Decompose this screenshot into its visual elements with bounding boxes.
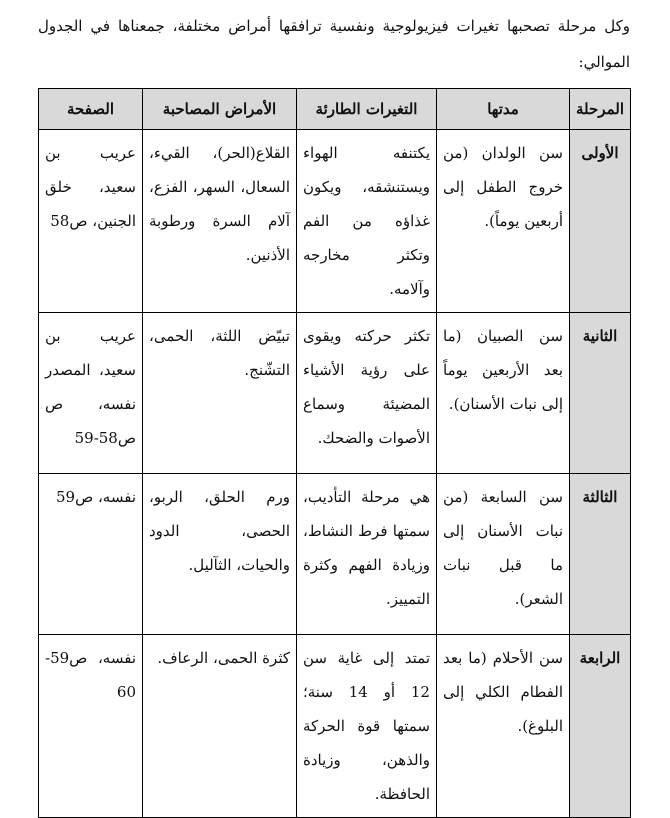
table-header-row [39, 89, 631, 130]
header-changes: التغيرات الطارئة [297, 89, 437, 130]
stage-cell: الأولى [570, 130, 631, 313]
diseases-cell: ورم الحلق، الربو، الحصى، الدود والحيات، الثآليل. [143, 474, 297, 635]
table-row [39, 474, 631, 635]
header-period: مدتها [437, 89, 570, 130]
page-cell: عريب بن سعيد، خلق الجنين، ص58 [39, 130, 143, 313]
period-cell: سن الأحلام (ما بعد الفطام الكلي إلى البلوغ). [437, 635, 570, 818]
period-cell: سن الصبيان (ما بعد الأربعين يوماً إلى نبات الأسنان). [437, 313, 570, 474]
header-stage: المرحلة [570, 89, 631, 130]
stage-cell: الثالثة [570, 474, 631, 635]
intro-paragraph: وكل مرحلة تصحبها تغيرات فيزيولوجية ونفسية ترافقها أمراض مختلفة، جمعناها في الجدول الموالي: [38, 17, 630, 71]
table-row [39, 313, 631, 474]
period-cell: سن السابعة (من نبات الأسنان إلى ما قبل نبات الشعر). [437, 474, 570, 635]
page-cell: نفسه، ص59 [39, 474, 143, 635]
table-row [39, 635, 631, 818]
diseases-cell: كثرة الحمى، الرعاف. [143, 635, 297, 818]
diseases-cell: القلاع(الحر)، القيء، السعال، السهر، الفزع، آلام السرة ورطوبة الأذنين. [143, 130, 297, 313]
stages-table [38, 88, 631, 818]
changes-cell: هي مرحلة التأديب، سمتها فرط النشاط، وزيادة الفهم وكثرة التمييز. [297, 474, 437, 635]
page-cell: نفسه، ص59-60 [39, 635, 143, 818]
period-cell: سن الولدان (من خروج الطفل إلى أربعين يوماً). [437, 130, 570, 313]
diseases-cell: تبيّض اللثة، الحمى، التشّنج. [143, 313, 297, 474]
stage-cell: الرابعة [570, 635, 631, 818]
table-row [39, 130, 631, 313]
changes-cell: تكثر حركته ويقوى على رؤية الأشياء المضيئة وسماع الأصوات والضحك. [297, 313, 437, 474]
stage-cell: الثانية [570, 313, 631, 474]
changes-cell: يكتنفه الهواء ويستنشقه، ويكون غذاؤه من الفم وتكثر مخارجه وآلامه. [297, 130, 437, 313]
page-cell: عريب بن سعيد، المصدر نفسه، ص ص58-59 [39, 313, 143, 474]
header-page: الصفحة [39, 89, 143, 130]
header-diseases: الأمراض المصاحبة [143, 89, 297, 130]
changes-cell: تمتد إلى غاية سن 12 أو 14 سنة؛ سمتها قوة الحركة والذهن، وزيادة الحافظة. [297, 635, 437, 818]
